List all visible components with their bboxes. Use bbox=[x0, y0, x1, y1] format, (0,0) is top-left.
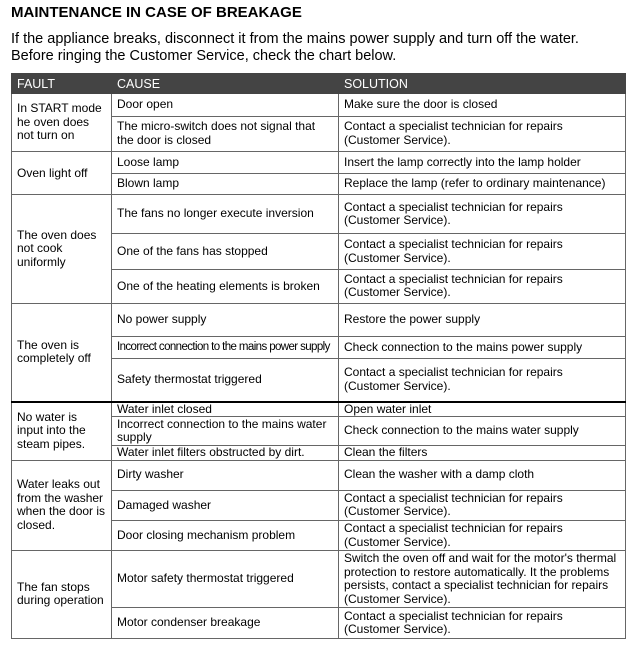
table-row bbox=[12, 550, 626, 607]
fault-cell: Water leaks out from the washer when the door is closed. bbox=[12, 460, 112, 550]
cause-cell: Water inlet closed bbox=[112, 402, 339, 417]
fault-cell: In START mode he oven does not turn on bbox=[12, 94, 112, 152]
cause-cell: Door open bbox=[112, 94, 339, 117]
solution-cell: Contact a specialist technician for repairs (Customer Service). bbox=[339, 359, 626, 402]
cause-cell: Door closing mechanism problem bbox=[112, 521, 339, 551]
solution-cell: Clean the filters bbox=[339, 446, 626, 461]
fault-column-header: FAULT bbox=[12, 74, 112, 94]
cause-cell: Motor safety thermostat triggered bbox=[112, 550, 339, 607]
table-row bbox=[12, 460, 626, 490]
solution-cell: Contact a specialist technician for repairs (Customer Service). bbox=[339, 195, 626, 234]
troubleshooting-table bbox=[11, 73, 626, 639]
cause-cell: Loose lamp bbox=[112, 152, 339, 173]
solution-cell: Restore the power supply bbox=[339, 303, 626, 336]
solution-cell: Clean the washer with a damp cloth bbox=[339, 460, 626, 490]
solution-cell: Switch the oven off and wait for the motor's thermal protection to restore automatically. It the problems persists, contact a specialist technician for repairs (Customer Service). bbox=[339, 550, 626, 607]
page-title: MAINTENANCE IN CASE OF BREAKAGE bbox=[11, 4, 302, 21]
intro-line-2: Before ringing the Customer Service, check the chart below. bbox=[11, 47, 397, 64]
cause-cell: Blown lamp bbox=[112, 173, 339, 194]
fault-cell: The oven is completely off bbox=[12, 303, 112, 401]
solution-cell: Replace the lamp (refer to ordinary maintenance) bbox=[339, 173, 626, 194]
solution-cell: Contact a specialist technician for repairs (Customer Service). bbox=[339, 234, 626, 270]
cause-cell: Incorrect connection to the mains power supply bbox=[112, 336, 339, 359]
cause-column-header: CAUSE bbox=[112, 74, 339, 94]
fault-cell: Oven light off bbox=[12, 152, 112, 195]
table-row bbox=[12, 303, 626, 336]
fault-cell: The fan stops during operation bbox=[12, 550, 112, 638]
solution-column-header: SOLUTION bbox=[339, 74, 626, 94]
cause-cell: Water inlet filters obstructed by dirt. bbox=[112, 446, 339, 461]
table-row bbox=[12, 195, 626, 234]
fault-cell: The oven does not cook uniformly bbox=[12, 195, 112, 303]
solution-cell: Check connection to the mains power supply bbox=[339, 336, 626, 359]
solution-cell: Contact a specialist technician for repairs (Customer Service). bbox=[339, 608, 626, 639]
table-row bbox=[12, 152, 626, 173]
table-header-row bbox=[12, 74, 626, 94]
cause-cell: Safety thermostat triggered bbox=[112, 359, 339, 402]
intro-line-1: If the appliance breaks, disconnect it from the mains power supply and turn off the water. bbox=[11, 31, 579, 47]
table-row bbox=[12, 402, 626, 417]
cause-cell: Incorrect connection to the mains water supply bbox=[112, 417, 339, 446]
solution-cell: Make sure the door is closed bbox=[339, 94, 626, 117]
cause-cell: One of the heating elements is broken bbox=[112, 270, 339, 304]
solution-cell: Contact a specialist technician for repairs (Customer Service). bbox=[339, 270, 626, 304]
cause-cell: The micro-switch does not signal that the door is closed bbox=[112, 116, 339, 152]
solution-cell: Insert the lamp correctly into the lamp holder bbox=[339, 152, 626, 173]
cause-cell: Motor condenser breakage bbox=[112, 608, 339, 639]
table-row bbox=[12, 94, 626, 117]
solution-cell: Contact a specialist technician for repairs (Customer Service). bbox=[339, 521, 626, 551]
cause-cell: No power supply bbox=[112, 303, 339, 336]
solution-cell: Contact a specialist technician for repairs (Customer Service). bbox=[339, 116, 626, 152]
solution-cell: Check connection to the mains water supply bbox=[339, 417, 626, 446]
cause-cell: Dirty washer bbox=[112, 460, 339, 490]
solution-cell: Open water inlet bbox=[339, 402, 626, 417]
fault-cell: No water is input into the steam pipes. bbox=[12, 402, 112, 461]
intro-text bbox=[11, 31, 626, 64]
cause-cell: Damaged washer bbox=[112, 490, 339, 521]
solution-cell: Contact a specialist technician for repairs (Customer Service). bbox=[339, 490, 626, 521]
cause-cell: The fans no longer execute inversion bbox=[112, 195, 339, 234]
cause-cell: One of the fans has stopped bbox=[112, 234, 339, 270]
